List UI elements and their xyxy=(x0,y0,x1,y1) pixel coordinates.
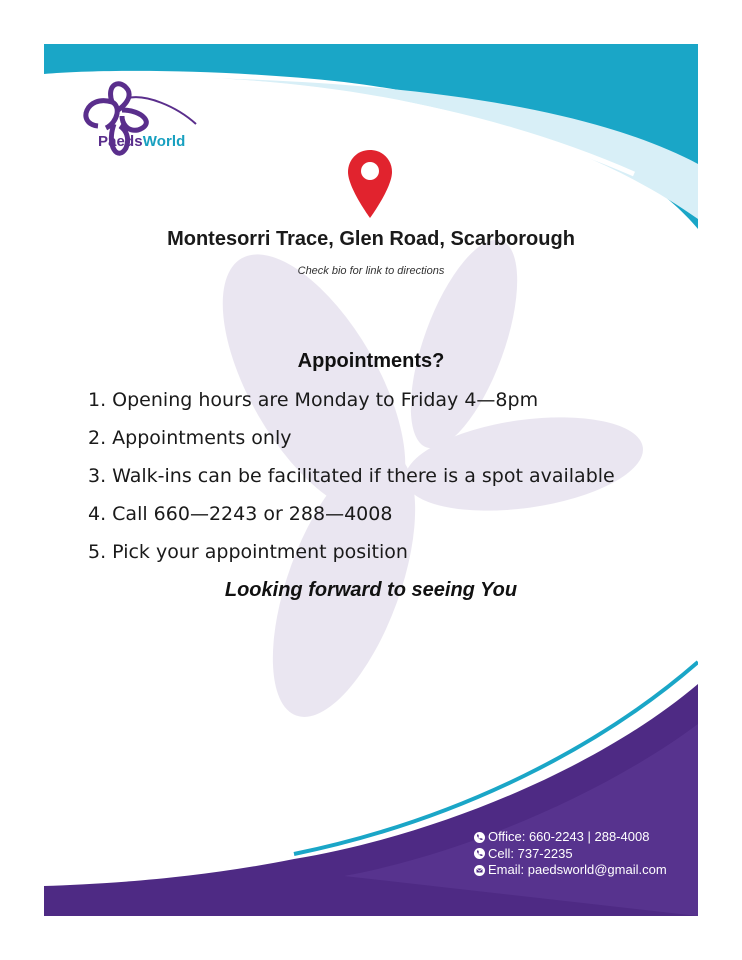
appointments-list xyxy=(88,388,615,578)
brand-name-part2: World xyxy=(142,133,186,150)
cell-phone: Cell: 737-2235 xyxy=(488,845,573,861)
contact-block xyxy=(474,829,667,879)
office-row xyxy=(474,829,667,846)
list-item: 5. Pick your appointment position xyxy=(88,541,408,563)
office-phone: Office: 660-2243 | 288-4008 xyxy=(488,829,650,844)
phone-icon xyxy=(474,848,485,859)
email-row xyxy=(474,862,667,879)
email-address: Email: paedsworld@gmail.com xyxy=(488,862,667,877)
list-item: 1. Opening hours are Monday to Friday 4—8pm xyxy=(88,389,539,411)
phone-icon xyxy=(474,832,485,843)
list-item: 4. Call 660—2243 or 288—4008 xyxy=(88,503,393,525)
directions-note: Check bio for link to directions xyxy=(297,265,445,277)
list-item: 2. Appointments only xyxy=(88,427,292,449)
address-heading: Montesorri Trace, Glen Road, Scarborough xyxy=(167,228,575,250)
appointments-heading: Appointments? xyxy=(297,350,445,372)
closing-message: Looking forward to seeing You xyxy=(224,579,518,601)
email-icon xyxy=(474,865,485,876)
brand-wordmark xyxy=(98,133,185,150)
cell-row xyxy=(474,846,667,863)
location-pin-icon xyxy=(346,148,394,220)
brand-name-part1: Paeds xyxy=(98,133,143,150)
list-item: 3. Walk-ins can be facilitated if there is a spot available xyxy=(88,465,615,487)
